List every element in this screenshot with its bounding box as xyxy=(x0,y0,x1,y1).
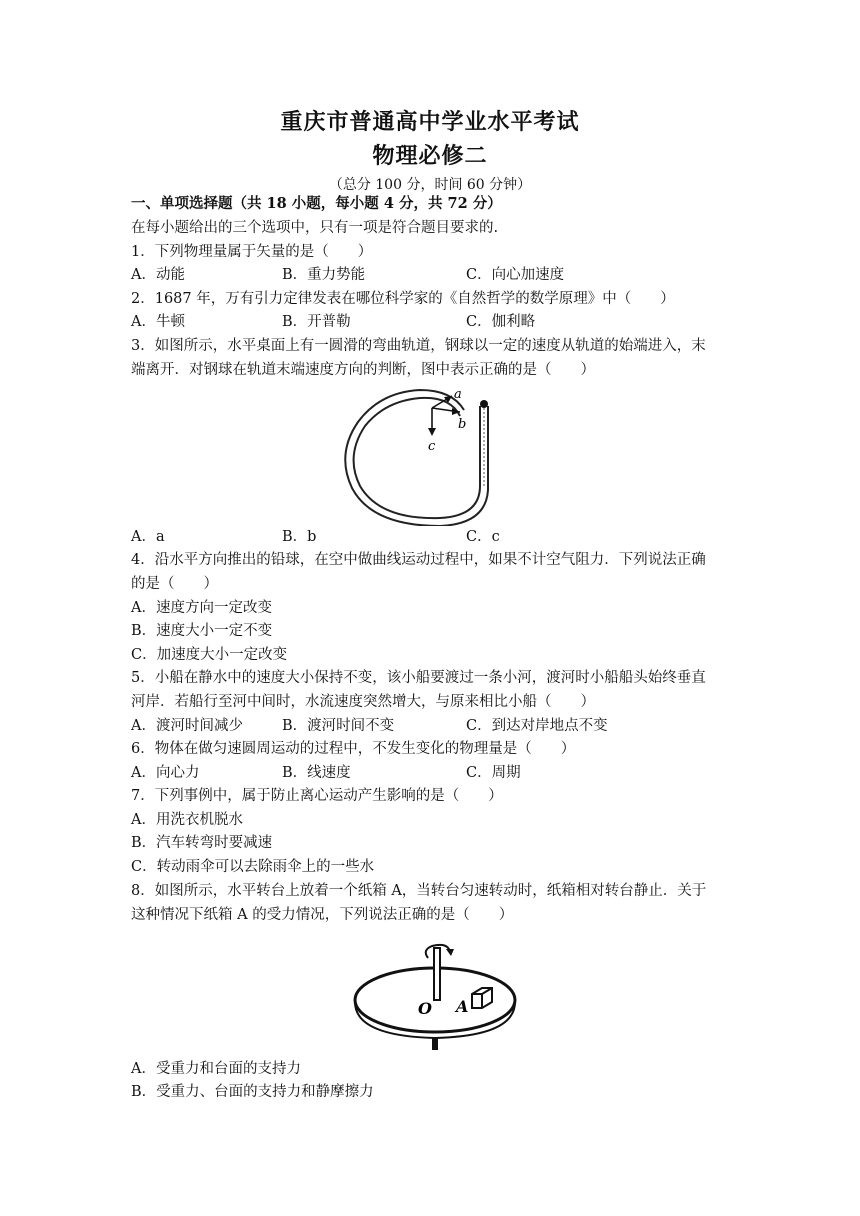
q5-stem-line2: 河岸．若船行至河中间时，水流速度突然增大，与原来相比小船（ ） xyxy=(131,694,595,710)
q3-option-b: B．b xyxy=(282,529,317,545)
q7-option-a: A．用洗衣机脱水 xyxy=(131,812,243,828)
q6-option-a: A．向心力 xyxy=(131,765,200,781)
q2-option-a: A．牛顿 xyxy=(131,314,185,330)
q3-option-a: A．a xyxy=(131,529,165,545)
q4-option-b: B．速度大小一定不变 xyxy=(131,623,273,639)
q3-label-a: a xyxy=(454,387,462,402)
section-instruction: 在每小题给出的三个选项中，只有一项是符合题目要求的. xyxy=(131,220,499,236)
q4-stem-line2: 的是（ ） xyxy=(131,576,218,592)
q1-option-c: C．向心加速度 xyxy=(466,267,565,283)
q1-stem: 1．下列物理量属于矢量的是（ ） xyxy=(131,244,373,260)
section-heading: 一、单项选择题（共 18 小题，每小题 4 分，共 72 分） xyxy=(131,195,502,212)
q3-stem-line2: 端离开．对钢球在轨道末端速度方向的判断，图中表示正确的是（ ） xyxy=(131,362,595,378)
q1-option-b: B．重力势能 xyxy=(282,267,366,283)
q8-label-o: O xyxy=(418,999,432,1018)
q5-option-c: C．到达对岸地点不变 xyxy=(466,718,608,734)
q2-stem: 2．1687 年，万有引力定律发表在哪位科学家的《自然哲学的数学原理》中（ ） xyxy=(131,291,675,307)
q4-option-c: C．加速度大小一定改变 xyxy=(131,647,288,663)
q8-label-a: A xyxy=(456,997,469,1016)
q5-option-a: A．渡河时间减少 xyxy=(131,718,243,734)
exam-info: （总分 100 分，时间 60 分钟） xyxy=(328,177,532,193)
q5-option-b: B．渡河时间不变 xyxy=(282,718,395,734)
exam-title: 重庆市普通高中学业水平考试 xyxy=(280,109,580,135)
q8-option-a: A．受重力和台面的支持力 xyxy=(131,1061,301,1077)
q6-option-b: B．线速度 xyxy=(282,765,351,781)
q7-option-c: C．转动雨伞可以去除雨伞上的一些水 xyxy=(131,859,375,875)
q8-option-b: B．受重力、台面的支持力和静摩擦力 xyxy=(131,1084,374,1100)
q8-stem-line1: 8．如图所示，水平转台上放着一个纸箱 A，当转台匀速转动时，纸箱相对转台静止．关于 xyxy=(131,883,707,899)
q7-stem: 7．下列事例中，属于防止离心运动产生影响的是（ ） xyxy=(131,788,503,804)
q8-turntable-figure xyxy=(350,938,520,1058)
q2-option-c: C．伽利略 xyxy=(466,314,536,330)
q4-option-a: A．速度方向一定改变 xyxy=(131,600,272,616)
q1-option-a: A．动能 xyxy=(131,267,185,283)
exam-subtitle: 物理必修二 xyxy=(372,143,488,169)
q5-stem-line1: 5．小船在静水中的速度大小保持不变，该小船要渡过一条小河，渡河时小船船头始终垂直 xyxy=(131,670,706,686)
q3-stem-line1: 3．如图所示，水平桌面上有一圆滑的弯曲轨道，钢球以一定的速度从轨道的始端进入，末 xyxy=(131,338,706,354)
q4-stem-line1: 4．沿水平方向推出的铅球，在空中做曲线运动过程中，如果不计空气阻力．下列说法正确 xyxy=(131,552,706,568)
q3-label-b: b xyxy=(458,417,467,432)
q8-stem-line2: 这种情况下纸箱 A 的受力情况，下列说法正确的是（ ） xyxy=(131,907,514,923)
q6-stem: 6．物体在做匀速圆周运动的过程中，不发生变化的物理量是（ ） xyxy=(131,741,576,757)
q3-option-c: C．c xyxy=(466,529,500,545)
q6-option-c: C．周期 xyxy=(466,765,521,781)
q3-label-c: c xyxy=(428,439,436,454)
q3-track-figure xyxy=(340,386,500,526)
q7-option-b: B．汽车转弯时要减速 xyxy=(131,835,273,851)
q2-option-b: B．开普勒 xyxy=(282,314,351,330)
